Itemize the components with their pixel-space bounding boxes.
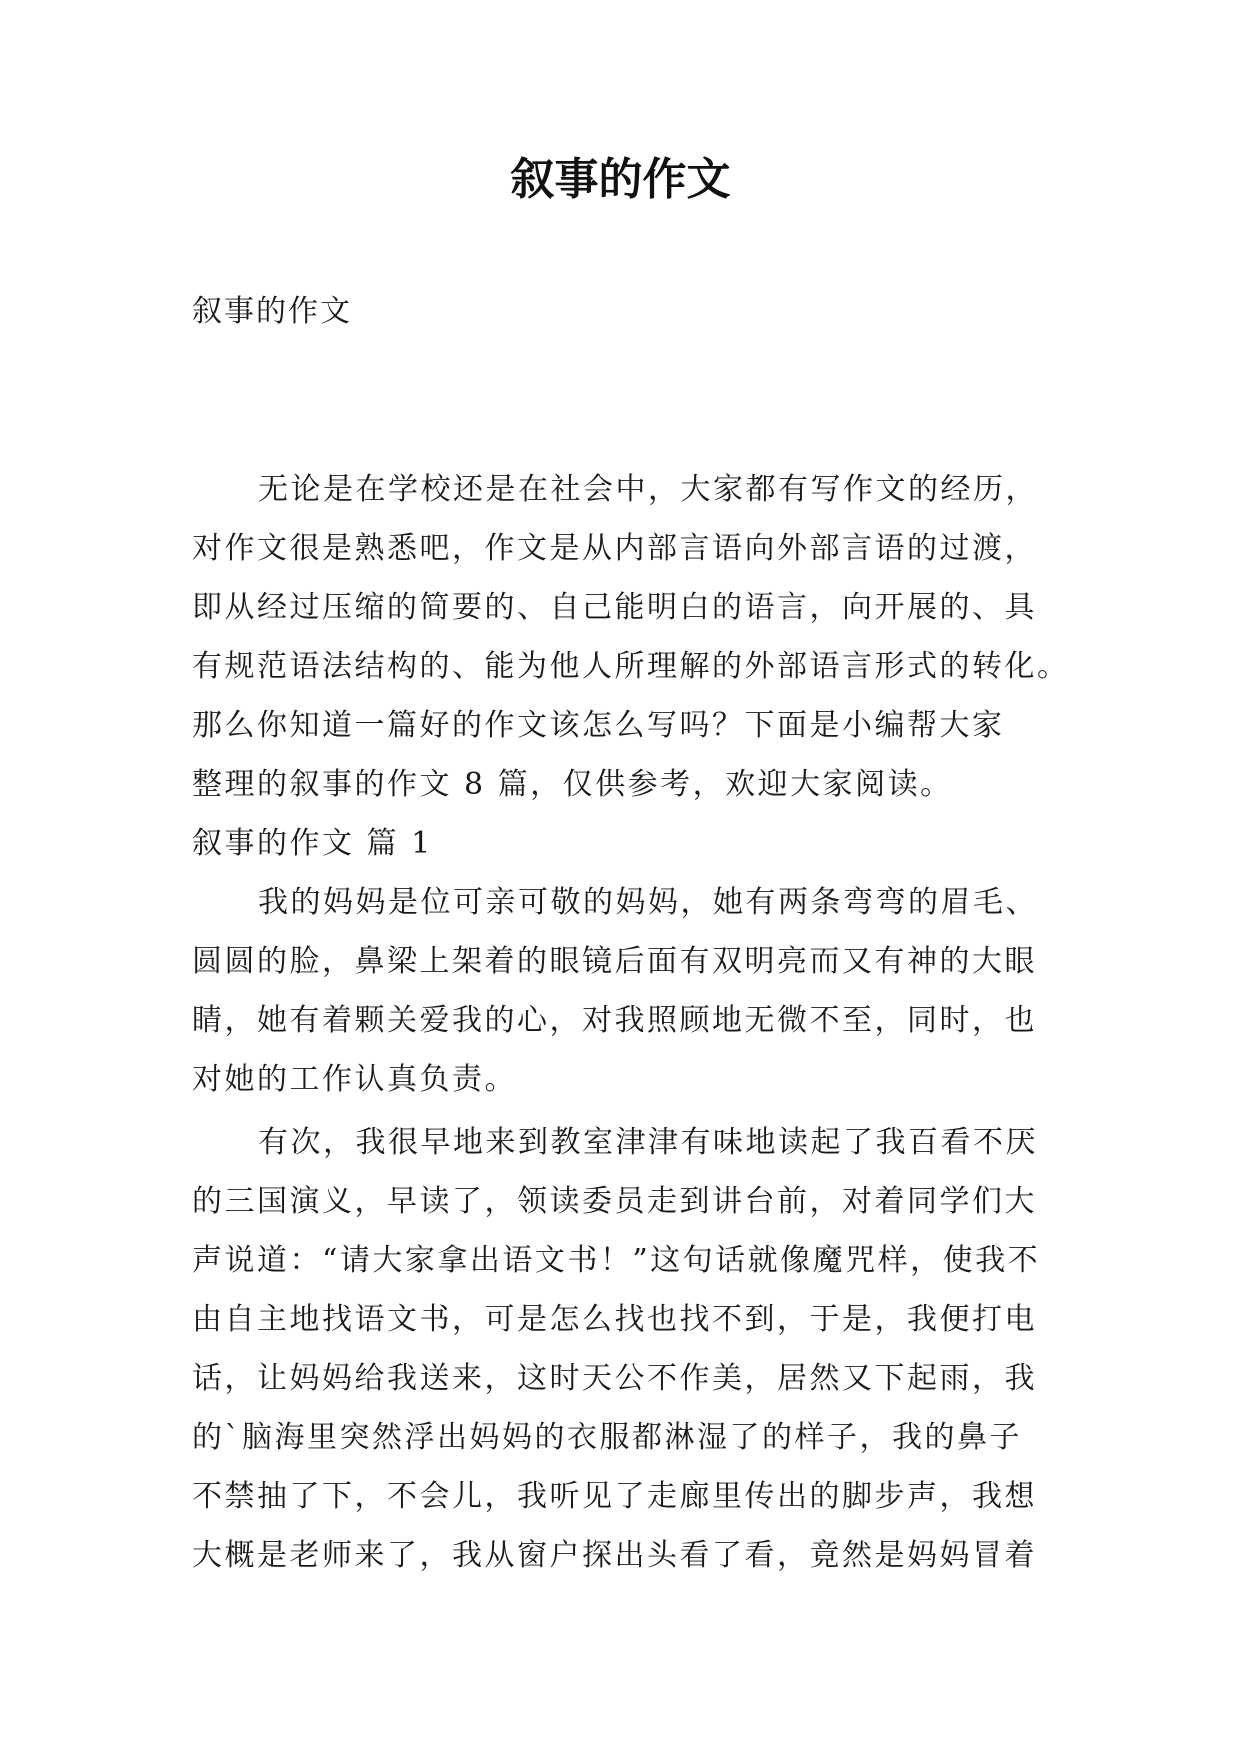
intro-paragraph <box>192 470 1092 805</box>
paragraph-line: 睛，她有着颗关爱我的心，对我照顾地无微不至，同时，也 <box>192 1003 1037 1038</box>
paragraph-line: 的三国演义，早读了，领读委员走到讲台前，对着同学们大 <box>192 1184 1037 1219</box>
paragraph-line: 话，让妈妈给我送来，这时天公不作美，居然又下起雨，我 <box>192 1361 1037 1396</box>
paragraph-line: 对她的工作认真负责。 <box>192 1062 517 1097</box>
paragraph-line: 圆圆的脸，鼻梁上架着的眼镜后面有双明亮而又有神的大眼 <box>192 944 1037 979</box>
intro-line: 那么你知道一篇好的作文该怎么写吗？下面是小编帮大家 <box>192 708 1005 743</box>
intro-line: 对作文很是熟悉吧，作文是从内部言语向外部言语的过渡， <box>192 531 1037 566</box>
intro-line: 整理的叙事的作文 8 篇，仅供参考，欢迎大家阅读。 <box>192 767 953 802</box>
document-body <box>192 470 1092 1595</box>
paragraph-line: 大概是老师来了，我从窗户探出头看了看，竟然是妈妈冒着 <box>192 1538 1037 1573</box>
paragraph-line: 有次，我很早地来到教室津津有味地读起了我百看不厌 <box>258 1125 1038 1160</box>
paragraph-2 <box>192 1123 1092 1576</box>
paragraph-1 <box>192 883 1092 1100</box>
intro-line: 即从经过压缩的简要的、自己能明白的语言，向开展的、具 <box>192 590 1037 625</box>
paragraph-line: 由自主地找语文书，可是怎么找也找不到，于是，我便打电 <box>192 1302 1037 1337</box>
paragraph-line: 的`脑海里突然浮出妈妈的衣服都淋湿了的样子，我的鼻子 <box>192 1420 1022 1455</box>
document-title: 叙事的作文 <box>510 154 731 205</box>
paragraph-line: 声说道：“请大家拿出语文书！”这句话就像魔咒样，使我不 <box>192 1243 1041 1278</box>
paragraph-line: 不禁抽了下，不会儿，我听见了走廊里传出的脚步声，我想 <box>192 1479 1037 1514</box>
paragraph-line: 我的妈妈是位可亲可敬的妈妈，她有两条弯弯的眉毛、 <box>258 885 1038 920</box>
document-subtitle: 叙事的作文 <box>192 294 352 329</box>
intro-line: 有规范语法结构的、能为他人所理解的外部语言形式的转化。 <box>192 649 1070 684</box>
section-heading: 叙事的作文 篇 1 <box>192 826 433 861</box>
intro-line: 无论是在学校还是在社会中，大家都有写作文的经历， <box>258 472 1038 507</box>
